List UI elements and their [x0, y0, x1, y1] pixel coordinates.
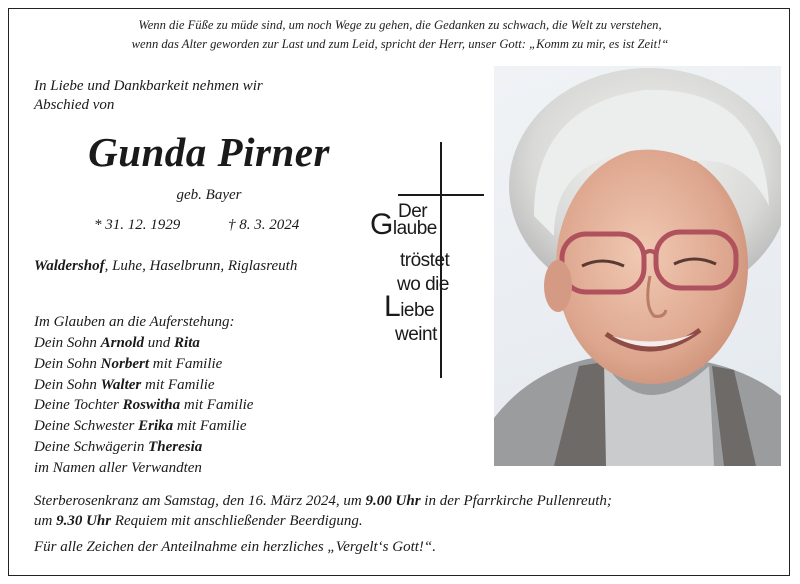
- intro-line-2: Abschied von: [34, 97, 115, 113]
- relative-name: Roswitha: [122, 397, 181, 413]
- relative-name: Arnold: [100, 335, 145, 351]
- relation: Dein Sohn: [34, 356, 101, 372]
- family-line: [34, 437, 202, 457]
- family-line: [34, 333, 200, 353]
- family-line: [34, 354, 222, 374]
- relation-suffix: mit Familie: [141, 377, 215, 393]
- conjunction: und: [144, 335, 175, 351]
- service-text: in der Pfarrkirche Pullenreuth;: [420, 493, 612, 509]
- poem-word: Der: [398, 201, 428, 222]
- poem-word: weint: [395, 324, 437, 345]
- place-line: [34, 258, 297, 275]
- death-date: † 8. 3. 2024: [228, 217, 300, 233]
- poem-cap: L: [384, 290, 401, 323]
- relation: Deine Tochter: [34, 397, 123, 413]
- relation: Dein Sohn: [34, 377, 101, 393]
- place-main: Waldershof: [34, 258, 105, 274]
- relative-name: Walter: [100, 377, 142, 393]
- relative-name: Theresia: [148, 439, 203, 455]
- relative-name: Rita: [174, 335, 200, 351]
- thanks-line: Für alle Zeichen der Anteilnahme ein herzliches „Vergelt‘s Gott!“.: [34, 539, 437, 555]
- poem-word: iebe: [400, 300, 435, 321]
- relation: Deine Schwester: [34, 418, 139, 434]
- poem-cap: G: [370, 208, 393, 241]
- poem-line-glaube: [370, 208, 437, 242]
- service-text: Sterberosenkranz am Samstag, den 16. März 2024, um: [34, 493, 366, 509]
- poem-word: tröstet: [400, 250, 450, 271]
- family-line: [34, 416, 246, 436]
- service-time: 9.00 Uhr: [365, 493, 421, 509]
- cross-bar: [398, 194, 484, 196]
- family-line: [34, 375, 215, 395]
- poem-word: laube: [392, 218, 437, 239]
- maiden-name: geb. Bayer: [176, 187, 242, 203]
- intro-line-1: In Liebe und Dankbarkeit nehmen wir: [34, 78, 263, 94]
- relative-name: Norbert: [100, 356, 150, 372]
- service-text: Requiem mit anschließender Beerdigung.: [111, 513, 363, 529]
- relation-suffix: mit Familie: [180, 397, 254, 413]
- relative-name: Erika: [138, 418, 174, 434]
- poem-line-liebe: [384, 290, 434, 324]
- service-line-2: [34, 511, 363, 531]
- deceased-name: Gunda Pirner: [88, 129, 330, 175]
- motto-line-2: wenn das Alter geworden zur Last und zum Leid, spricht der Herr, unser Gott: „Komm zu mir, es ist Zeit!“: [131, 37, 669, 51]
- relation-suffix: mit Familie: [149, 356, 223, 372]
- service-time: 9.30 Uhr: [56, 513, 112, 529]
- family-line: [34, 395, 253, 415]
- relation: Deine Schwägerin: [34, 439, 149, 455]
- relation: Dein Sohn: [34, 335, 101, 351]
- poem-word: wo die: [397, 274, 449, 295]
- place-rest: , Luhe, Haselbrunn, Riglasreuth: [104, 258, 298, 274]
- birth-date: * 31. 12. 1929: [94, 217, 181, 233]
- relation-suffix: mit Familie: [173, 418, 247, 434]
- portrait-illustration: [494, 66, 781, 466]
- family-closing: im Namen aller Verwandten: [34, 460, 202, 476]
- portrait-photo: [494, 66, 781, 466]
- service-line-1: [34, 491, 612, 511]
- motto-line-1: Wenn die Füße zu müde sind, um noch Wege zu gehen, die Gedanken zu schwach, die Welt zu verstehen,: [138, 18, 662, 32]
- family-heading: Im Glauben an die Auferstehung:: [34, 314, 235, 330]
- service-text: um: [34, 513, 57, 529]
